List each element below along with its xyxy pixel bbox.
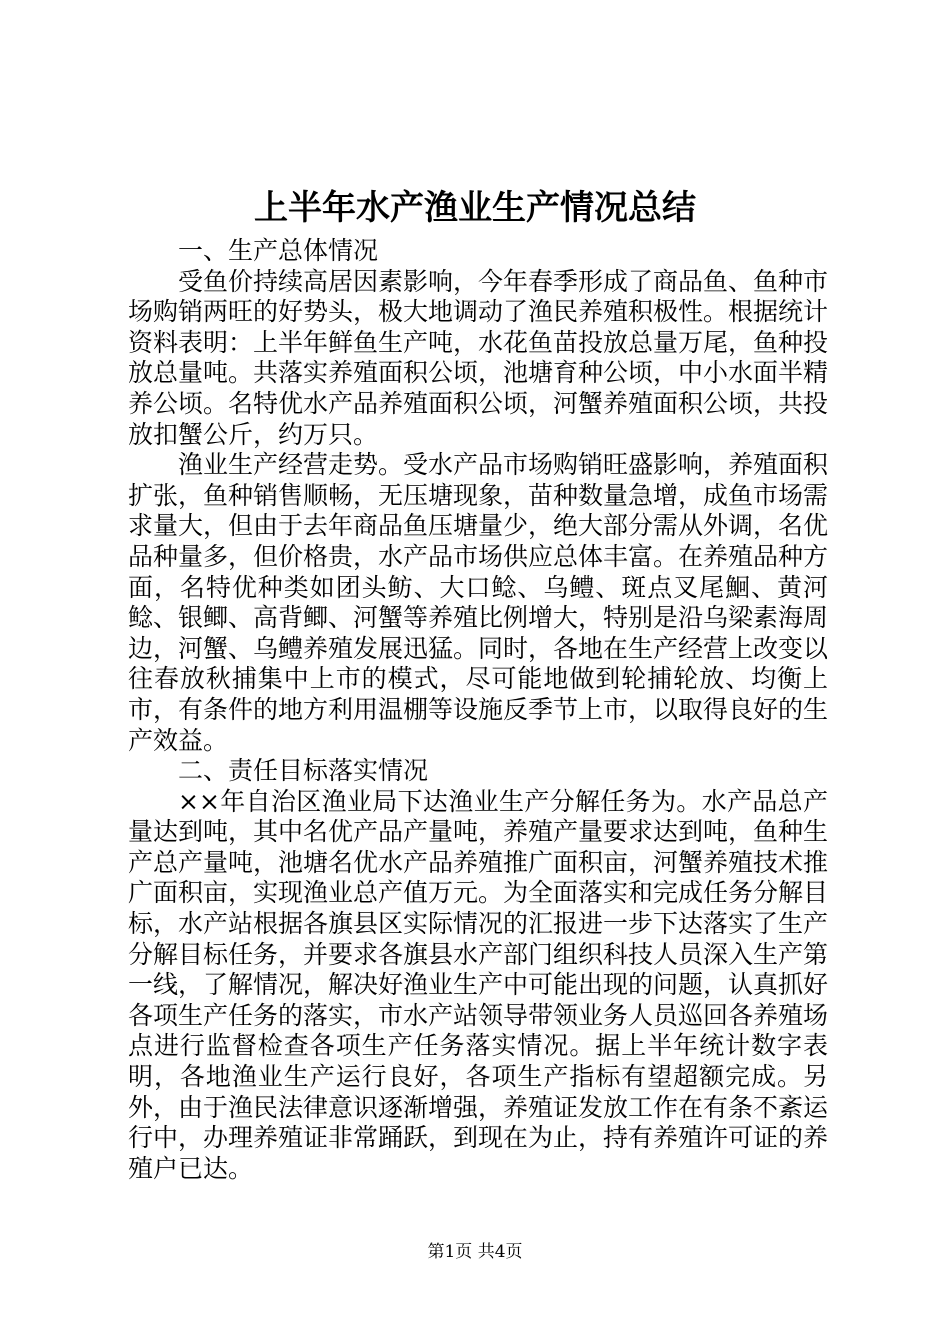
page-number-footer: 第1页 共4页 [427,1242,523,1262]
section-heading-2: 二、责任目标落实情况 [178,756,429,786]
body-paragraph: 渔业生产经营走势。受水产品市场购销旺盛影响，养殖面积扩张，鱼种销售顺畅，无压塘现象，苗种数量急增，成鱼市场需求量大，但由于去年商品鱼压塘量少，绝大部分需从外调，名优品种量多，但价格贵，水产品市场供应总体丰富。在养殖品种方面，名特优种类如团头鲂、大口鲶、乌鳢、斑点叉尾鮰、黄河鲶、银鲫、高背鲫、河蟹等养殖比例增大，特别是沿乌梁素海周边，河蟹、乌鳢养殖发展迅猛。同时，各地在生产经营上改变以往春放秋捕集中上市的模式，尽可能地做到轮捕轮放、均衡上市，有条件的地方利用温棚等设施反季节上市，以取得良好的生产效益。 [128,450,829,755]
document-body [128,236,828,1184]
body-paragraph: 受鱼价持续高居因素影响，今年春季形成了商品鱼、鱼种市场购销两旺的好势头，极大地调动了渔民养殖积极性。根据统计资料表明：上半年鲜鱼生产吨，水花鱼苗投放总量万尾，鱼种投放总量吨。共落实养殖面积公顷，池塘育种公顷，中小水面半精养公顷。名特优水产品养殖面积公顷，河蟹养殖面积公顷，共投放扣蟹公斤，约万只。 [128,266,829,449]
document-title: 上半年水产渔业生产情况总结 [254,188,696,228]
body-paragraph: ××年自治区渔业局下达渔业生产分解任务为。水产品总产量达到吨，其中名优产品产量吨，养殖产量要求达到吨，鱼种生产总产量吨，池塘名优水产品养殖推广面积亩，河蟹养殖技术推广面积亩，实现渔业总产值万元。为全面落实和完成任务分解目标，水产站根据各旗县区实际情况的汇报进一步下达落实了生产分解目标任务，并要求各旗县水产部门组织科技人员深入生产第一线，了解情况，解决好渔业生产中可能出现的问题，认真抓好各项生产任务的落实，市水产站领导带领业务人员巡回各养殖场点进行监督检查各项生产任务落实情况。据上半年统计数字表明，各地渔业生产运行良好，各项生产指标有望超额完成。另外，由于渔民法律意识逐渐增强，养殖证发放工作在有条不紊运行中，办理养殖证非常踊跃，到现在为止，持有养殖许可证的养殖户已达。 [128,786,829,1183]
section-heading-1: 一、生产总体情况 [178,236,379,265]
